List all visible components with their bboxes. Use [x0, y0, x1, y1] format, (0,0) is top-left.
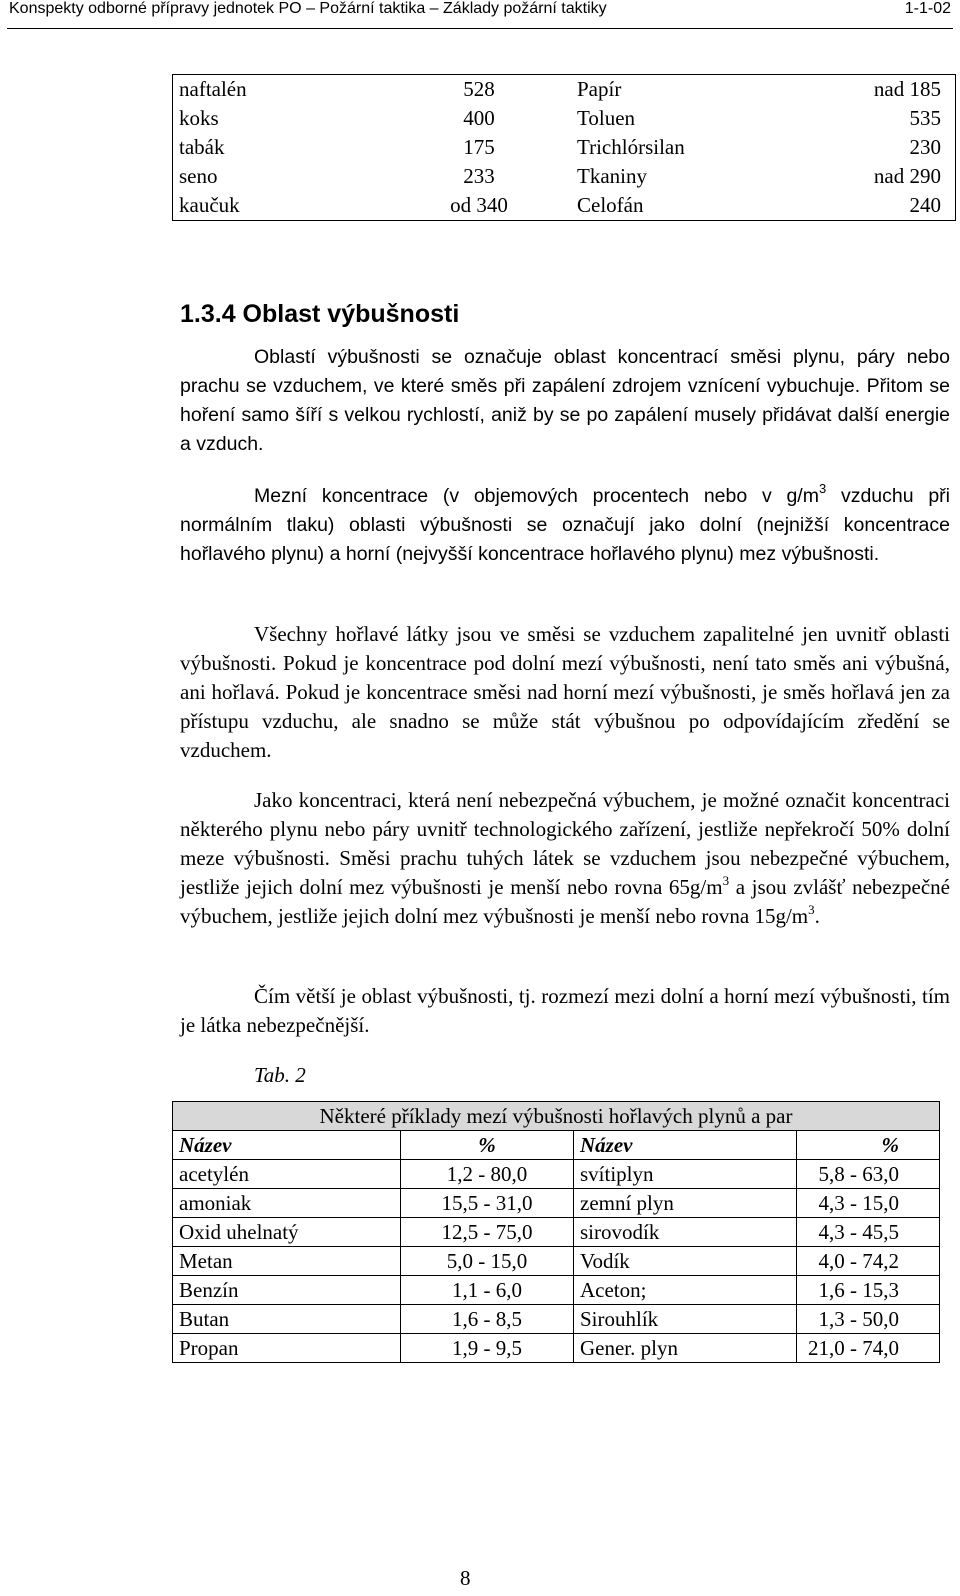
table-cell: Oxid uhelnatý	[173, 1218, 401, 1247]
table-row	[173, 162, 956, 191]
table-cell: 5,0 - 15,0	[401, 1247, 574, 1276]
table-cell: acetylén	[173, 1160, 401, 1189]
table-cell: zemní plyn	[574, 1189, 797, 1218]
paragraph-non-hazardous-concentration: Jako koncentraci, která není nebezpečná výbuchem, je možné označit koncentraci některého plynu nebo páry uvnitř technologického zařízení, jestliže nepřekročí 50% dolní meze výbušnosti. Směsi prachu tuhých látek se vzduchem jsou nebezpečné výbuchem, jestliže jejich dolní mez výbušnosti je menší nebo rovna $65g/m^3$ a jsou zvlášť nebezpečné výbuchem, jestliže jejich dolní mez výbušnosti je menší nebo rovna $15g/m^3$.	[180, 788, 950, 928]
table-row	[173, 1334, 940, 1363]
page-number: 8	[460, 1566, 471, 1590]
ignition-temperature-table	[172, 74, 956, 221]
paragraph-definition: Oblastí výbušnosti se označuje oblast koncentrací směsi plynu, páry nebo prachu se vzduchem, ve které směs při zapálení zdrojem vznícení vybuchuje. Přitom se hoření samo šíří s velkou rychlostí, aniž by se po zapálení musely přidávat další energie a vzduch.	[180, 346, 950, 455]
table-cell: 528	[463, 77, 495, 101]
table-cell: 4,3 - 45,5	[797, 1218, 940, 1247]
table-cell: 1,9 - 9,5	[401, 1334, 574, 1363]
table-row	[173, 1189, 940, 1218]
table-cell: svítiplyn	[574, 1160, 797, 1189]
table-cell: Celofán	[577, 193, 644, 217]
table-cell: Propan	[173, 1334, 401, 1363]
table-cell: Sirouhlík	[574, 1305, 797, 1334]
table-caption-row	[173, 1102, 940, 1131]
table-cell: 240	[909, 193, 941, 217]
table-cell: Trichlórsilan	[577, 135, 685, 159]
table-cell: od 340	[450, 193, 508, 217]
section-title: 1.3.4 Oblast výbušnosti	[180, 300, 460, 328]
table-cell: Tkaniny	[577, 164, 647, 188]
table-cell: 233	[463, 164, 495, 188]
header-percent-1: %	[401, 1131, 574, 1160]
table-cell: tabák	[179, 135, 225, 159]
page-header	[7, 0, 953, 29]
table-cell: Toluen	[577, 106, 636, 130]
table-cell: 1,1 - 6,0	[401, 1276, 574, 1305]
table-cell: nad 185	[873, 77, 941, 101]
table-cell: 175	[463, 135, 495, 159]
table-cell: 1,2 - 80,0	[401, 1160, 574, 1189]
table-cell: Vodík	[574, 1247, 797, 1276]
paragraph-flammability: Všechny hořlavé látky jsou ve směsi se vzduchem zapalitelné jen uvnitř oblasti výbušnosti. Pokud je koncentrace pod dolní mezí výbušnosti, není tato směs ani výbušná, ani hořlavá. Pokud je koncentrace směsi nad horní mezí výbušnosti, je směs hořlavá jen za přístupu vzduchu, ale snadno se může stát výbušnou po odpovídajícím zředění se vzduchem.	[180, 622, 950, 762]
table-row	[173, 1218, 940, 1247]
table-cell: 4,0 - 74,2	[797, 1247, 940, 1276]
table-cell: 1,6 - 8,5	[401, 1305, 574, 1334]
table-cell: seno	[179, 164, 218, 188]
table-row	[173, 1305, 940, 1334]
table-row	[173, 1247, 940, 1276]
explosion-limits-table	[172, 1101, 940, 1363]
table-cell: kaučuk	[179, 193, 240, 217]
table-label: Tab. 2	[254, 1063, 306, 1087]
table-row	[173, 133, 956, 162]
table-cell: 535	[909, 106, 941, 130]
table-cell: Gener. plyn	[574, 1334, 797, 1363]
table-cell: Aceton;	[574, 1276, 797, 1305]
table-cell: 400	[463, 106, 495, 130]
header-name-2: Název	[574, 1131, 797, 1160]
header-percent-2: %	[797, 1131, 940, 1160]
table-cell: 1,6 - 15,3	[797, 1276, 940, 1305]
table-cell: Metan	[173, 1247, 401, 1276]
table-cell: sirovodík	[574, 1218, 797, 1247]
paragraph-range-hazard: Čím větší je oblast výbušnosti, tj. rozmezí mezi dolní a horní mezí výbušnosti, tím je látka nebezpečnější.	[180, 984, 950, 1037]
header-name-1: Název	[173, 1131, 401, 1160]
table-row	[173, 191, 956, 221]
table-cell: 12,5 - 75,0	[401, 1218, 574, 1247]
table-cell: 15,5 - 31,0	[401, 1189, 574, 1218]
table-cell: 1,3 - 50,0	[797, 1305, 940, 1334]
table-cell: Butan	[173, 1305, 401, 1334]
table-cell: 230	[909, 135, 941, 159]
header-title: Konspekty odborné přípravy jednotek PO – Požární taktika – Základy požární taktiky	[9, 0, 607, 17]
table-row	[173, 75, 956, 105]
header-doc-code: 1-1-02	[904, 0, 951, 17]
table-cell: 4,3 - 15,0	[797, 1189, 940, 1218]
table-row	[173, 104, 956, 133]
table-cell: amoniak	[173, 1189, 401, 1218]
table-cell: naftalén	[179, 77, 247, 101]
table-caption: Některé příklady mezí výbušnosti hořlavých plynů a par	[173, 1102, 940, 1131]
table-cell: Papír	[577, 77, 622, 101]
table-header-row	[173, 1131, 940, 1160]
table-cell: 21,0 - 74,0	[797, 1334, 940, 1363]
table-row	[173, 1160, 940, 1189]
table-cell: koks	[179, 106, 219, 130]
paragraph-limit-concentrations: Mezní koncentrace (v objemových procentech nebo v $g/m^3$ vzduchu při normálním tlaku) oblasti výbušnosti se označují jako dolní (nejnižší koncentrace hořlavého plynu) a horní (nejvyšší koncentrace hořlavého plynu) mez výbušnosti.	[180, 481, 950, 565]
table-row	[173, 1276, 940, 1305]
table-cell: 5,8 - 63,0	[797, 1160, 940, 1189]
table-cell: nad 290	[873, 164, 941, 188]
table-cell: Benzín	[173, 1276, 401, 1305]
